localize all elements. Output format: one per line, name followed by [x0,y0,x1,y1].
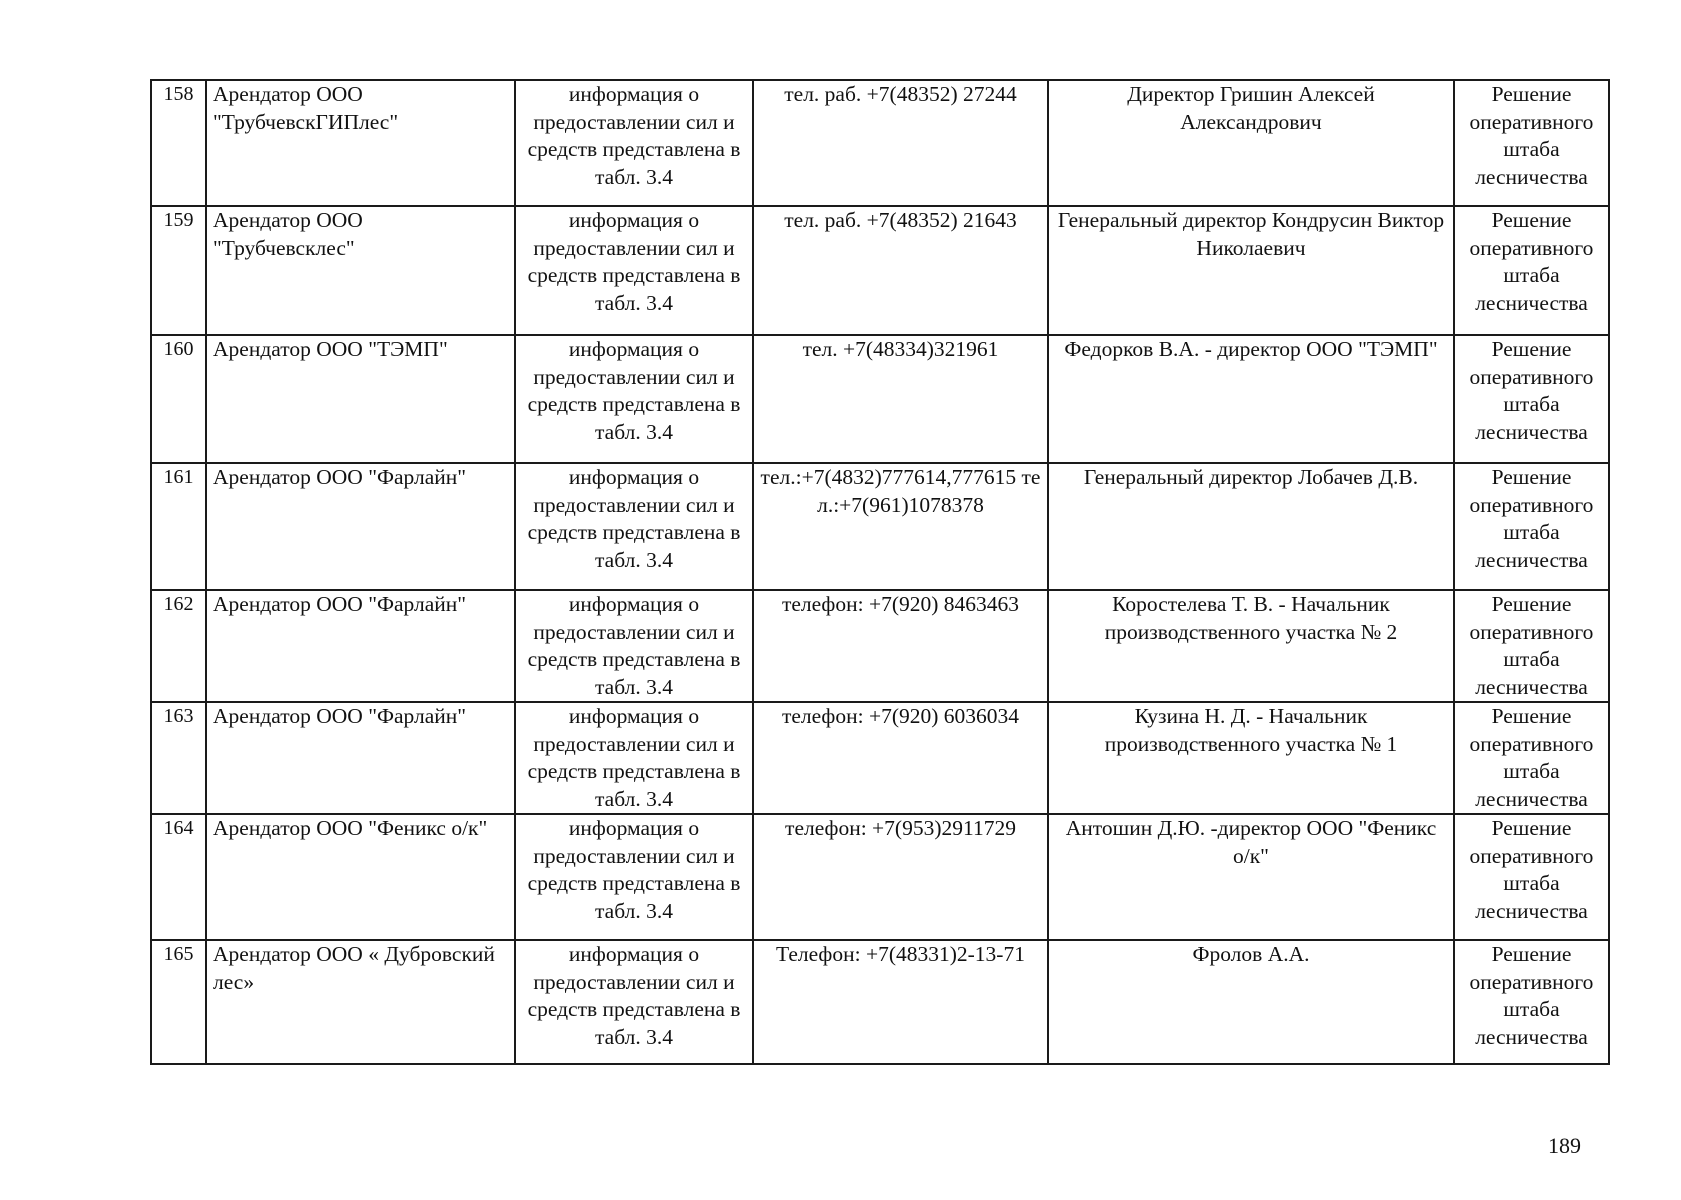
table-row [151,702,1609,814]
phone-cell: телефон: +7(920) 6036034 [753,702,1048,814]
phone-cell: телефон: +7(953)2911729 [753,814,1048,940]
decision-cell: Решение оперативного штаба лесничества [1454,814,1609,940]
table-row [151,80,1609,206]
info-cell: информация о предоставлении сил и средств представлена в табл. 3.4 [515,335,753,463]
info-cell: информация о предоставлении сил и средств представлена в табл. 3.4 [515,206,753,335]
organization-cell: Арендатор ООО "Феникс о/к" [206,814,515,940]
page-number: 189 [1548,1133,1581,1158]
table-row [151,335,1609,463]
organization-cell: Арендатор ООО « Дубровский лес» [206,940,515,1064]
contact-person-cell: Генеральный директор Кондрусин Виктор Николаевич [1048,206,1454,335]
contact-person-cell: Федорков В.А. - директор ООО "ТЭМП" [1048,335,1454,463]
organization-cell: Арендатор ООО "Фарлайн" [206,590,515,702]
contact-person-cell: Коростелева Т. В. - Начальник производственного участка № 2 [1048,590,1454,702]
organization-cell: Арендатор ООО "ТЭМП" [206,335,515,463]
contact-person-cell: Кузина Н. Д. - Начальник производственного участка № 1 [1048,702,1454,814]
row-number-cell: 162 [151,590,206,702]
contact-person-cell: Антошин Д.Ю. -директор ООО "Феникс о/к" [1048,814,1454,940]
phone-cell: тел. раб. +7(48352) 21643 [753,206,1048,335]
decision-cell: Решение оперативного штаба лесничества [1454,940,1609,1064]
organization-cell: Арендатор ООО "ТрубчевскГИПлес" [206,80,515,206]
organization-cell: Арендатор ООО "Фарлайн" [206,463,515,590]
phone-cell: тел. +7(48334)321961 [753,335,1048,463]
table-row [151,463,1609,590]
decision-cell: Решение оперативного штаба лесничества [1454,702,1609,814]
table-row [151,814,1609,940]
decision-cell: Решение оперативного штаба лесничества [1454,463,1609,590]
info-cell: информация о предоставлении сил и средств представлена в табл. 3.4 [515,702,753,814]
table-body [151,80,1609,1064]
phone-cell: тел.:+7(4832)777614,777615 тел.:+7(961)1078378 [753,463,1048,590]
phone-cell: тел. раб. +7(48352) 27244 [753,80,1048,206]
table-row [151,206,1609,335]
phone-cell: Телефон: +7(48331)2-13-71 [753,940,1048,1064]
decision-cell: Решение оперативного штаба лесничества [1454,335,1609,463]
info-cell: информация о предоставлении сил и средств представлена в табл. 3.4 [515,80,753,206]
info-cell: информация о предоставлении сил и средств представлена в табл. 3.4 [515,463,753,590]
organization-cell: Арендатор ООО "Фарлайн" [206,702,515,814]
row-number-cell: 163 [151,702,206,814]
contacts-table [150,79,1610,1065]
info-cell: информация о предоставлении сил и средств представлена в табл. 3.4 [515,940,753,1064]
decision-cell: Решение оперативного штаба лесничества [1454,206,1609,335]
info-cell: информация о предоставлении сил и средств представлена в табл. 3.4 [515,590,753,702]
row-number-cell: 164 [151,814,206,940]
contact-person-cell: Фролов А.А. [1048,940,1454,1064]
row-number-cell: 158 [151,80,206,206]
table-row [151,590,1609,702]
decision-cell: Решение оперативного штаба лесничества [1454,590,1609,702]
contact-person-cell: Директор Гришин Алексей Александрович [1048,80,1454,206]
row-number-cell: 161 [151,463,206,590]
row-number-cell: 159 [151,206,206,335]
info-cell: информация о предоставлении сил и средств представлена в табл. 3.4 [515,814,753,940]
table-row [151,940,1609,1064]
contact-person-cell: Генеральный директор Лобачев Д.В. [1048,463,1454,590]
organization-cell: Арендатор ООО "Трубчевсклес" [206,206,515,335]
phone-cell: телефон: +7(920) 8463463 [753,590,1048,702]
row-number-cell: 165 [151,940,206,1064]
row-number-cell: 160 [151,335,206,463]
decision-cell: Решение оперативного штаба лесничества [1454,80,1609,206]
